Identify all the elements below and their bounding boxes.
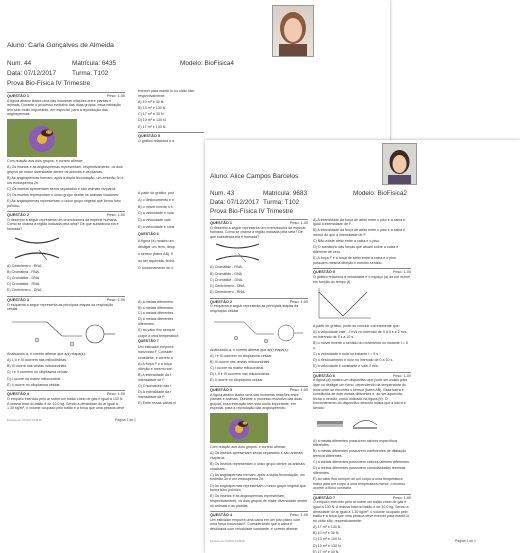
question-text: exercer para mantê-lo no chão são, respectivamente: xyxy=(138,89,195,98)
partial-line: intensidade de F. xyxy=(138,378,166,383)
student-name: Aluno: Alice Campos Barcelos xyxy=(210,173,299,180)
answer-option[interactable]: E) II ocorre no citoplasma celular. xyxy=(210,378,264,383)
question-text: O gráfico relaciona o a xyxy=(138,138,175,143)
answer-option[interactable]: E) 17 m³ e 30 N. xyxy=(313,549,340,553)
answer-option[interactable]: E) a velocidade é constante e vale 2 m/s. xyxy=(313,364,379,369)
partial-line: A partir do gráfico, pod xyxy=(138,191,175,195)
answer-option[interactable]: A) Cromátide - RNA. xyxy=(210,265,243,270)
partial-line: E) ao valor fixo sempre xyxy=(138,327,175,332)
position-time-graph xyxy=(313,286,373,322)
student-matricula: Matrícula: 6435 xyxy=(72,60,117,67)
answer-option[interactable]: B) Cromátide - DNA. xyxy=(210,271,243,276)
partial-line: A figura (a) mostra um xyxy=(138,238,174,243)
answer-option[interactable]: D) Centrômero - DNA. xyxy=(210,283,246,288)
answer-option[interactable]: E) Centrômero - RNA. xyxy=(210,290,246,295)
question-header: QUESTÃO 3 Peso: 1.00 xyxy=(7,298,125,302)
question-text: O esquema a seguir representa as principais etapas da respiração celular. xyxy=(210,304,299,313)
partial-line: C) a velocidade é nula xyxy=(138,211,174,216)
question-caption: A partir do gráfico, pode-se concluir corretamente que: xyxy=(313,324,400,329)
question-header: QUESTÃO 1 Peso: 1.00 xyxy=(7,94,125,98)
partial-line: ao ser aquecida, fecha xyxy=(138,258,175,263)
question-header: QUESTÃO 2 Peso: 1.00 xyxy=(7,213,125,218)
answer-option[interactable]: E) Os insetos e as angiospermas representam, respectivamente, os dois grupos de maior diversidade dentre os animais e as plantas. xyxy=(210,494,308,508)
answer-option[interactable]: A) 17 m³ e 130 N. xyxy=(313,525,342,530)
answer-option[interactable]: C) Os insetos apresentam sexos separados e são animais vivíparos. xyxy=(7,186,117,191)
partial-line: D) a metais diferentes xyxy=(138,316,174,321)
partial-line: constante, é correto a xyxy=(138,355,173,360)
answer-option[interactable]: B) III ocorre nas cristas mitocondriais. xyxy=(7,364,68,369)
partial-line: corpo a uma temperatura xyxy=(138,333,179,338)
partial-line: desligar um ferro, desp xyxy=(138,245,175,250)
exam-date: Data: 07/12/2017 xyxy=(7,70,57,77)
question-header: QUESTÃO 4 Peso: 1.00 xyxy=(7,392,125,397)
page1-right-column xyxy=(138,89,204,143)
page2-left-column xyxy=(210,216,308,531)
answer-option[interactable]: A) a metais diferentes possuírem calores específicos diferentes. xyxy=(313,438,398,448)
partial-line: direção e mesmo sen xyxy=(138,367,173,372)
student-photo xyxy=(272,5,314,57)
question-header: QUESTÃO 4 Peso: 1.00 xyxy=(210,513,308,518)
question-text: A figura (a) mostra um dispositivo que pode ser usado para ligar ou desligar um forno, dependendo da temperatura do local onde se encontra o sensor (barra AB). Essa barra é constituída de dois metais diferentes e, ao ser aquecida, fecha o circuito, como indicado na figura (b). O funcionamento do dispositivo descrito indica que a barra é devido: xyxy=(313,378,408,410)
answer-option[interactable]: B) 10 m³ e 30 N. xyxy=(313,531,340,536)
exam-model: Modelo: BioFisica4 xyxy=(180,60,234,67)
answer-option[interactable]: C) 13 m³ e 100 N. xyxy=(313,537,342,542)
answer-option[interactable]: B) 13 m³ e 100 N. xyxy=(138,105,167,110)
partial-line: A) o deslocamento é n xyxy=(138,197,174,202)
page-number: Página 1 de 1 xyxy=(115,418,136,422)
answer-option[interactable]: D) 10 m³ e 130 N. xyxy=(313,543,342,548)
bee-flower-image xyxy=(7,119,77,157)
class-turma: Turma: T102 xyxy=(263,199,300,206)
question-text: O desenho a seguir representa um cromossoma da espécie humana. Como se chama a região indicada pela seta? De que substância ela é formada? xyxy=(7,217,119,232)
question-text: O empuxo exercido pelo ar sobre um balão cheio de gás é igual a 130 N. A massa total do balão é de 10,0 kg. Sendo a densidade do ar igual a 1,30 kg/m³, o volume ocupado pelo balão e a força que uma pessoa deve xyxy=(7,396,125,411)
answer-option[interactable]: C) I e II ocorrem no citoplasma celular. xyxy=(7,370,69,375)
partial-line: diferentes. xyxy=(138,322,155,327)
student-name: Aluno: Carla Gonçalves de Almeida xyxy=(7,42,114,49)
partial-line: Um estivador empurra xyxy=(138,344,174,349)
answer-option[interactable]: D) o deslocamento é nulo no intervalo de 0 a 10 s. xyxy=(313,358,394,363)
answer-option[interactable]: B) o móvel inverte o sentido do movimento no instante t = 5 s. xyxy=(313,341,408,350)
class-turma: Turma: T102 xyxy=(72,70,109,77)
answer-option[interactable]: D) I ocorre na matriz mitocondrial. xyxy=(7,376,62,381)
chromosome-diagram xyxy=(210,241,265,263)
answer-option[interactable]: C) Não existe atrito entre a caixa e o piso. xyxy=(313,239,380,244)
answer-option[interactable]: B) A intensidade da força de atrito entre o piso e a caixa é menor do que a intensidade de F. xyxy=(313,228,406,237)
answer-option[interactable]: E) II ocorre no citoplasma celular. xyxy=(7,382,61,387)
question-header: QUESTÃO 5 xyxy=(138,132,204,139)
answer-option[interactable]: D) a metais diferentes possuírem condutividades térmicas diferentes. xyxy=(313,466,406,475)
exam-title: Prova Bio-Física IV Trimestre xyxy=(210,208,294,215)
answer-option[interactable]: E) As angiospermas representam o único grupo vegetal que forma tubo polínico. xyxy=(7,199,121,208)
partial-line: A) a metais diferentes xyxy=(138,300,173,304)
answer-option[interactable]: A) A intensidade da força de atrito entre o piso e a caixa é igual à intensidade de F. xyxy=(313,217,406,227)
print-date: Impresso em: 07/12/17 19:39:48 xyxy=(7,419,42,422)
partial-line: E) Entre essas várias el xyxy=(138,400,176,405)
answer-option[interactable]: D) I, II e III ocorrem nas mitocôndrias. xyxy=(210,372,271,377)
question-text: Um estivador empurra uma caixa em um piso plano com uma força horizontal F. Considerando que a caixa é deslocada com velocidade constante, é correto afirmar: xyxy=(210,517,301,531)
answer-option[interactable]: A) I, II e III ocorrem nas mitocôndrias. xyxy=(7,357,67,362)
question-text: O empuxo exercido pelo ar sobre um balão cheio de gás é igual a 130 N. A massa total do balão é de 10,0 kg. Sendo a densidade do ar igual a 1,30 kg/m³, o volume ocupado pelo balão e a força que uma pessoa deve exercer para mantê-lo no chão são, respectivamente: xyxy=(313,500,410,523)
answer-option[interactable]: A) Os insetos apresentam sexos separados e são animais vivíparos. xyxy=(210,451,303,460)
answer-option[interactable]: C) a velocidade é nula no instante t = 5 s. xyxy=(313,351,380,356)
question-caption: Analisando-a, é correto afirmar que a(s) etapa(s): xyxy=(210,347,289,352)
question-text: O esquema a seguir representa as principais etapas da respiração celular. xyxy=(7,302,114,312)
answer-option[interactable]: B) Cromatina - RNA. xyxy=(7,269,40,274)
answer-option[interactable]: B) As angiospermas formam, após a dupla fecundação, um embrião 3n e um endosperma 2n. xyxy=(7,175,124,185)
question-text: A figura abaixo ilustra uma das inúmeras relações entre plantas e animais. Durante o processo evolutivo das duas grupos, essa interação tem sido muito importante, em especial, para a reprodução das angiospermas. xyxy=(7,98,121,117)
answer-option[interactable]: D) As angiospermas representam o único grupo vegetal que forma tubo polínico. xyxy=(210,483,306,493)
partial-line: C) a metais diferentes xyxy=(138,311,174,316)
question-header: QUESTÃO 2 Peso: 1.00 xyxy=(210,299,308,304)
exam-title: Prova Bio-Física IV Trimestre xyxy=(7,80,91,87)
answer-option[interactable]: A) a velocidade vale - 2 m/s no intervalo de 0 a 5 s e 2 m/s no intervalo de 5 s a 10 s. xyxy=(313,330,407,339)
question-header: QUESTÃO 1 Peso: 1.00 xyxy=(210,221,308,225)
partial-line: D) a velocidade vale xyxy=(138,218,171,223)
partial-line: B) A intensidade da f xyxy=(138,372,171,377)
partial-line: intensidade de F. xyxy=(138,395,166,400)
cellular-respiration-diagram xyxy=(7,314,117,350)
question-header: QUESTÃO 7 Peso: 1.00 xyxy=(313,495,411,500)
partial-line: QUESTÃO 7 xyxy=(138,339,159,344)
question-caption: Com relação aos dois grupos, é correto afirmar: xyxy=(7,158,84,163)
page1-left-column xyxy=(7,89,125,411)
partial-line: horizontal F. Consider xyxy=(138,350,173,355)
answer-option[interactable]: D) 10 m³ e 130 N. xyxy=(138,118,167,123)
student-number: Num. 43 xyxy=(210,190,235,197)
answer-option[interactable]: C) As angiospermas formam, após a dupla fecundação, um embrião 3n e um endosperma 2n. xyxy=(210,472,305,482)
student-photo xyxy=(382,143,417,185)
exam-date: Data: 07/12/2017 xyxy=(210,199,260,206)
question-text: O gráfico relaciona a velocidade e o espaço (a) de um móvel em função do tempo (t). xyxy=(313,274,410,284)
question-caption: Analisando-a, é correto afirmar que a(s) etapa(s): xyxy=(7,351,86,356)
answer-option[interactable]: E) A força F e a força de atrito entre a caixa e o piso possuem mesma direção e mesmo sentido. xyxy=(313,256,396,265)
partial-line: D) A intensidade da f xyxy=(138,389,172,394)
partial-line: C) O somatório das f xyxy=(138,383,172,388)
page1-right-column-partial xyxy=(138,190,204,272)
page-number: Página 1 de 1 xyxy=(455,539,476,543)
answer-option[interactable]: A) I e III ocorrem no citoplasma celular. xyxy=(210,353,273,358)
bee-flower-image xyxy=(210,413,268,443)
exam-model: Modelo: BioFisica2 xyxy=(353,190,407,197)
page1-right-column-partial-2 xyxy=(138,300,204,406)
question-header: QUESTÃO 5 Peso: 1.00 xyxy=(313,270,411,275)
answer-option[interactable]: E) ao calor fluir sempre de um corpo a uma temperatura maior para um corpo a uma temperatura menor, o inverso ocorrer a fluxo contrário. xyxy=(313,477,406,491)
answer-option[interactable]: A) Os insetos e as angiospermas representam, respectivamente, os dois grupos de maior diversidade dentre os animais e as plantas. xyxy=(7,165,123,174)
partial-line: O funcionamento do d xyxy=(138,265,174,270)
answer-option[interactable]: E) 17 m³ e 130 N. xyxy=(138,124,167,129)
answer-option[interactable]: C) 17 m³ e 30 N. xyxy=(138,112,165,117)
question-header: QUESTÃO 6 Peso: 1.00 xyxy=(313,373,411,378)
student-number: Num. 44 xyxy=(7,60,32,67)
answer-option[interactable]: C) Cromátide - DNA. xyxy=(7,276,41,281)
answer-option[interactable]: C) I ocorre na matriz mitocondrial. xyxy=(210,366,265,371)
answer-option[interactable]: C) Cromátide - DNA. xyxy=(210,277,244,282)
page2-right-column xyxy=(313,216,411,553)
answer-option[interactable]: E) Centrômero - DNA. xyxy=(7,288,43,293)
answer-option[interactable]: D) Cromátide - RNA. xyxy=(7,282,41,287)
partial-line: E) a velocidade é cons xyxy=(138,224,175,229)
question-text: A figura abaixo ilustra uma das inúmeras relações entre plantas e animais. Durante o processo evolutivo das duas grupos, essa interação tem sido muito importante, em especial, para a reprodução das angiospermas. xyxy=(210,392,303,411)
partial-line: o sensor (barra AB), fi xyxy=(138,252,173,257)
answer-option[interactable]: B) a metais diferentes possuírem coeficientes de dilatação térmica diferentes. xyxy=(313,449,407,458)
chromosome-diagram xyxy=(7,234,67,262)
answer-option[interactable]: C) a metais diferentes possuírem calores latentes diferentes. xyxy=(313,460,410,465)
answer-option[interactable]: B) III ocorre nas cristas mitocondriais. xyxy=(210,359,271,364)
thermostat-diagram xyxy=(313,413,383,437)
answer-option[interactable]: D) Os insetos representam o único grupo dentre os animais voadores. xyxy=(7,192,119,197)
answer-option[interactable]: B) Os insetos representam o único grupo dentre os animais voadores. xyxy=(210,461,305,471)
question-text: O desenho a seguir representa um cromossoma da espécie humana. Como se chama a região indicada pela seta? De que substância ela é formada? xyxy=(210,225,306,239)
student-matricula: Matrícula: 9683 xyxy=(263,190,308,197)
answer-option[interactable]: A) 10 m³ e 30 N. xyxy=(138,99,165,104)
answer-option[interactable]: D) O somatório das forças que atuam sobre a caixa é diferente de zero. xyxy=(313,245,399,254)
partial-line: B) a metais diferentes xyxy=(138,305,173,310)
cellular-respiration-diagram xyxy=(210,316,305,346)
question-header: QUESTÃO 3 Peso: 1.00 xyxy=(210,388,308,393)
print-date: Impresso em: 07/12/17 19:39:48 xyxy=(210,540,245,543)
exam-page-alice xyxy=(205,140,520,553)
partial-line: QUESTÃO 6 xyxy=(138,231,159,236)
question-caption: Com relação aos dois grupos, é correto afirmar: xyxy=(210,445,287,449)
partial-line: A) A força F e a força xyxy=(138,361,172,366)
partial-line: B) o móvel inverte o s xyxy=(138,204,173,209)
answer-option[interactable]: A) Centrômero - RNA. xyxy=(7,263,43,268)
